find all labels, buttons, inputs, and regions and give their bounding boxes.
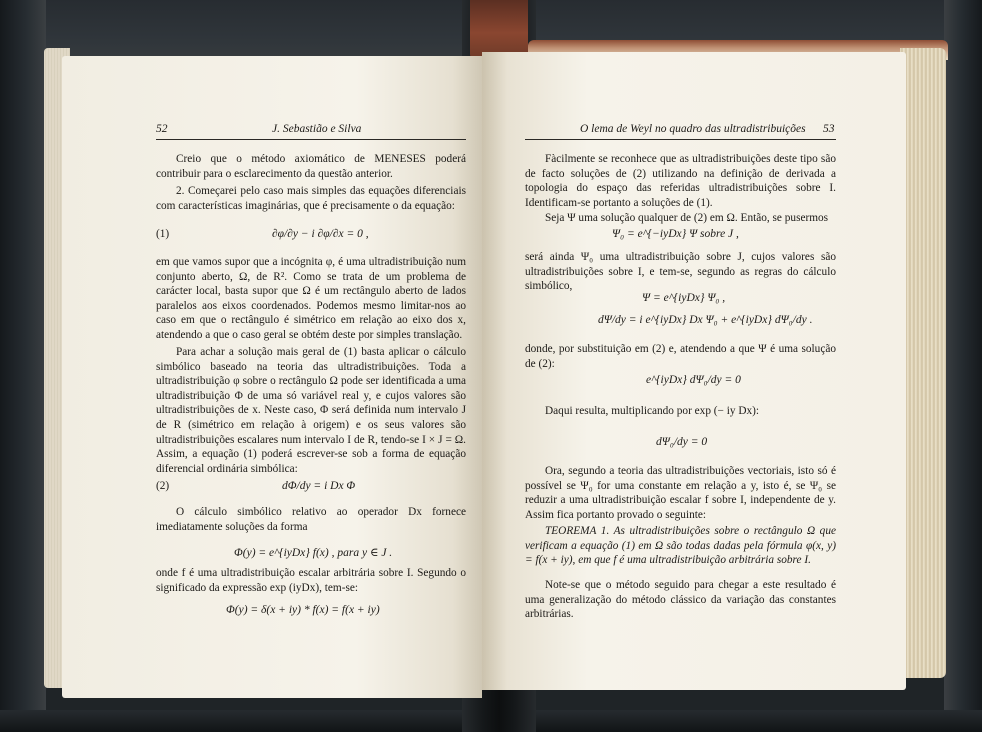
left-paragraph-5: O cálculo simbólico relativo ao operador Dx fornece imediatamente soluções da forma: [156, 506, 466, 533]
book-headband: [470, 0, 528, 60]
left-paragraph-1: Creio que o método axiomático de MENESES poderá contribuir para o esclarecimento da questão anterior.: [156, 153, 466, 180]
right-paragraph-7: Note-se que o método seguido para chegar a este resultado é uma generalização do método clássico da variação das constantes arbitrárias.: [525, 579, 836, 621]
theorem-1: TEOREMA 1. As ultradistribuições sobre o rectângulo Ω que verificam a equação (1) em Ω são todas dadas pela fórmula φ(x, y) = f(x + iy), em que f é uma ultradistribuição arbitrária sobre I.: [525, 525, 836, 567]
left-paragraph-3: em que vamos supor que a incógnita φ, é uma ultradistribuição num conjunto aberto, Ω, de R². Como se trata de um problema de carácter local, basta supor que Ω é um rectângulo aberto de lados paralelos aos eixos coordenados. Podemos mesmo limitar-nos ao caso em que o rectângulo é simétrico em relação ao eixo dos x, atendendo a que o caso geral se obtém deste por simples translação.: [156, 256, 466, 341]
left-head-rule: [156, 139, 466, 140]
equation-2: dΦ/dy = i Dx Φ: [282, 480, 356, 492]
right-paragraph-3: será ainda Ψ₀ uma ultradistribuição sobre J, cujos valores são ultradistribuições sobre I, e tem-se, segundo as regras do cálculo simbólico,: [525, 251, 836, 293]
book-cover-right: [944, 0, 982, 732]
eq2-label: (2): [156, 480, 170, 492]
equation-7: dΨ/dy = i e^{iyDx} Dx Ψ₀ + e^{iyDx} dΨ₀/dy .: [598, 314, 813, 326]
right-paragraph-5: Daqui resulta, multiplicando por exp (− iy Dx):: [545, 405, 760, 417]
equation-5: Ψ₀ = e^{−iyDx} Ψ sobre J ,: [612, 228, 739, 240]
equation-4: Φ(y) = δ(x + iy) * f(x) = f(x + iy): [226, 604, 380, 616]
left-page-number: 52: [156, 123, 168, 135]
left-paragraph-4: Para achar a solução mais geral de (1) basta aplicar o cálculo simbólico baseado na teoria das ultradistribuições. Toda a ultradistribuição φ sobre o rectângulo Ω pode ser identificada a uma ultradistribuição Φ de uma só variável real y, e cujos valores são ultradistribuições de x. Neste caso, Φ será definida num intervalo J de R (simétrico em relação à origem) e os seus valores são ultradistribuições escalares num intervalo I de R, tendo-se I × J = Ω. Assim, a equação (1) poderá escrever-se sob a forma de equação diferencial ordinária simbólica:: [156, 346, 466, 475]
equation-8: e^{iyDx} dΨ₀/dy = 0: [646, 374, 741, 386]
right-paragraph-4: donde, por substituição em (2) e, atendendo a que Ψ é uma solução de (2):: [525, 343, 836, 370]
right-running-head: O lema de Weyl no quadro das ultradistribuições: [580, 123, 806, 135]
right-paragraph-1: Fàcilmente se reconhece que as ultradistribuições deste tipo são de facto soluções de (2) utilizando na definição de derivada a topologia do espaço das referidas ultradistribuições sobre I. Identificam-se portanto a soluções de (1).: [525, 153, 836, 209]
right-head-rule: [525, 139, 836, 140]
right-paragraph-6: Ora, segundo a teoria das ultradistribuições vectoriais, isto só é possível se Ψ₀ for uma constante em relação a y, isto é, se Ψ₀ se reduzir a uma ultradistribuição escalar f sobre I, independente de y. Assim fica portanto provado o seguinte:: [525, 465, 836, 521]
right-page-number: 53: [823, 123, 835, 135]
left-paragraph-6: onde f é uma ultradistribuição escalar arbitrária sobre I. Segundo o significado da expressão exp (iyDx), tem-se:: [156, 567, 466, 594]
equation-3: Φ(y) = e^{iyDx} f(x) , para y ∈ J .: [234, 547, 393, 559]
book-cover-left: [0, 0, 46, 732]
equation-6: Ψ = e^{iyDx} Ψ₀ ,: [642, 292, 726, 304]
right-paragraph-2: Seja Ψ uma solução qualquer de (2) em Ω. Então, se pusermos: [545, 212, 829, 224]
left-paragraph-2: 2. Começarei pelo caso mais simples das equações diferenciais com características imaginárias, que é precisamente o da equação:: [156, 185, 466, 212]
page-stack-right: [900, 48, 946, 678]
equation-1: ∂φ/∂y − i ∂φ/∂x = 0 ,: [272, 228, 369, 240]
equation-9: dΨ₀/dy = 0: [656, 436, 708, 448]
left-running-head: J. Sebastião e Silva: [272, 123, 362, 135]
eq1-label: (1): [156, 228, 170, 240]
